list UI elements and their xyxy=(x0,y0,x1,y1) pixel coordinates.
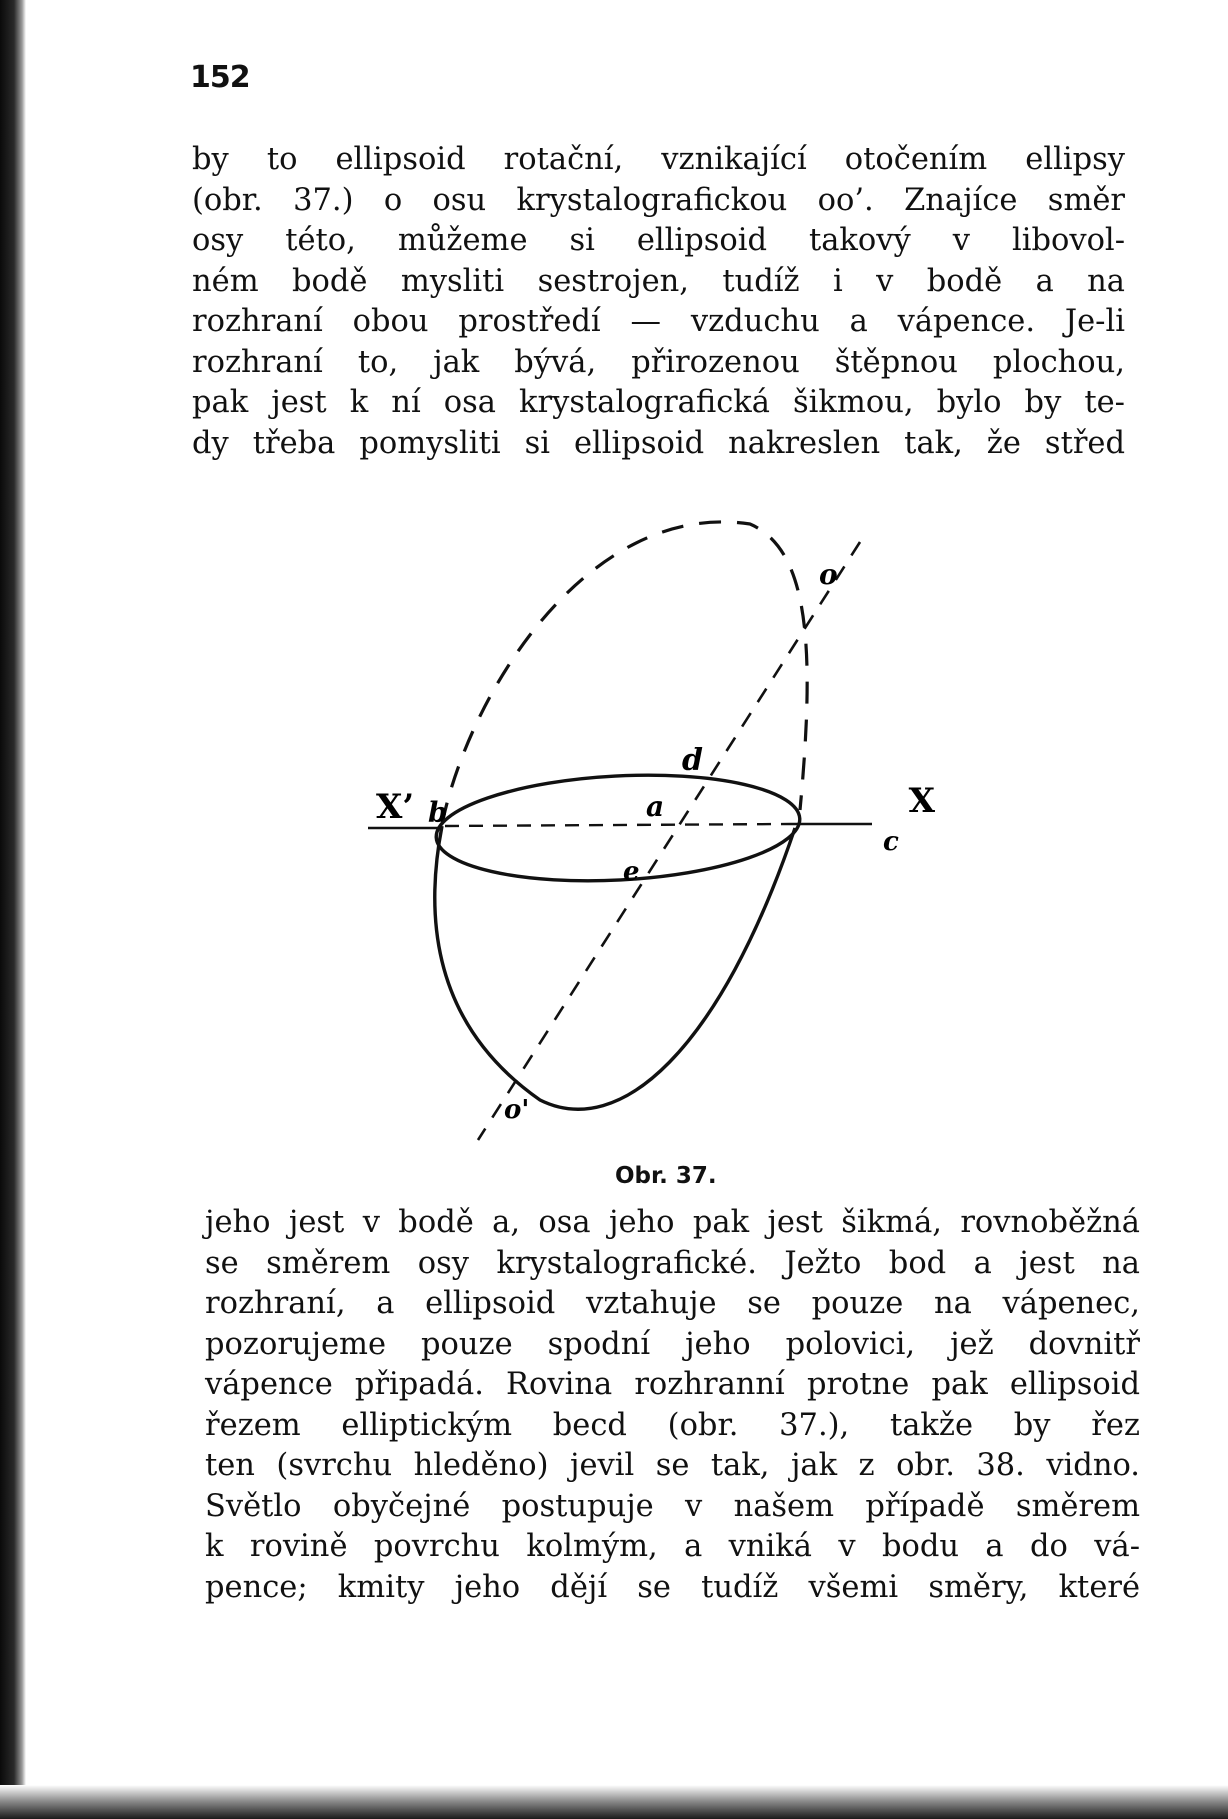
label-x-right: X xyxy=(908,781,935,821)
text-line: rozhraní obou prostředí — vzduchu a vápence. Je-li xyxy=(192,304,1125,339)
text-line: rozhraní, a ellipsoid vztahuje se pouze na vápenec, xyxy=(205,1286,1140,1321)
label-c: c xyxy=(883,827,899,857)
text-line: by to ellipsoid rotační, vznikající otočením ellipsy xyxy=(192,142,1125,177)
text-line: rozhraní to, jak bývá, přirozenou štěpnou plochou, xyxy=(192,344,1125,380)
text-line: dy třeba pomysliti si ellipsoid nakreslen tak, že střed xyxy=(192,425,1125,461)
paragraph-top xyxy=(192,140,1125,464)
label-o-top: o xyxy=(819,558,838,591)
label-o-bottom: o' xyxy=(504,1095,530,1125)
text-line: ten (svrchu hleděno) jevil se tak, jak z obr. 38. vidno. xyxy=(205,1448,1140,1483)
upper-dashed-outline xyxy=(442,522,807,824)
text-line: Světlo obyčejné postupuje v našem případě směrem xyxy=(205,1488,1140,1524)
text-line: pozorujeme pouze spodní jeho polovici, jež dovnitř xyxy=(205,1326,1140,1362)
lower-solid-outline xyxy=(435,826,795,1109)
text-line: se směrem osy krystalografické. Ježto bod a jest na xyxy=(205,1245,1140,1281)
text-line: řezem elliptickým becd (obr. 37.), takže by řez xyxy=(205,1407,1140,1443)
scan-shadow-bottom xyxy=(0,1785,1228,1819)
label-b: b xyxy=(428,796,448,829)
text-line: ném bodě mysliti sestrojen, tudíž i v bodě a na xyxy=(192,263,1125,299)
figure-ellipsoid xyxy=(360,510,980,1150)
text-line: pak jest k ní osa krystalografická šikmou, bylo by te- xyxy=(192,385,1125,420)
axis-oo xyxy=(478,542,860,1140)
paragraph-bottom xyxy=(205,1203,1140,1608)
label-x-left: X’ xyxy=(376,787,415,827)
text-line: (obr. 37.) o osu krystalografickou oo’. Znajíce směr xyxy=(192,182,1125,218)
text-line: k rovině povrchu kolmým, a vniká v bodu a do vá- xyxy=(205,1529,1140,1564)
diameter-bc xyxy=(445,824,790,826)
label-a: a xyxy=(646,790,665,823)
text-line: osy této, můžeme si ellipsoid takový v libovol- xyxy=(192,223,1125,258)
label-e: e xyxy=(623,857,640,887)
text-line: jeho jest v bodě a, osa jeho pak jest šikmá, rovnoběžná xyxy=(205,1205,1140,1240)
text-line: vápence připadá. Rovina rozhranní protne pak ellipsoid xyxy=(205,1367,1140,1402)
scan-shadow-left xyxy=(0,0,26,1819)
label-d: d xyxy=(682,743,703,778)
figure-caption: Obr. 37. xyxy=(615,1163,717,1189)
page-number: 152 xyxy=(190,60,250,95)
text-line: pence; kmity jeho dějí se tudíž všemi směry, které xyxy=(205,1569,1140,1605)
section-ellipse xyxy=(434,767,803,890)
